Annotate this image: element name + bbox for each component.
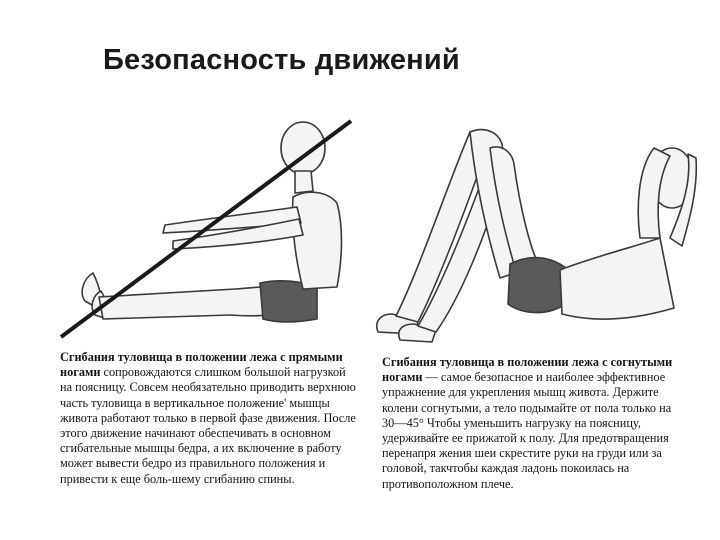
caption-bent-knees-body: — самое безопасное и наиболее эффективное упражнение для укрепления мышц живота. Держите колени согнутыми, а тело подымайте от пола только на 30—45° Чтобы уменьшить нагрузку на поясницу, удерживайте ее прижатой к полу. Для предотвращения перенапря жения шеи скрестите руки на груди или за головой, такчтобы каждая ладонь покоилась на противоположном плече. xyxy=(382,370,672,491)
straight-legs-situp-illustration xyxy=(55,115,360,345)
caption-bent-knees-heading: Сгибания туловища в положении лежа с согнутыми ногами xyxy=(382,355,673,385)
caption-straight-legs-body: сопровождаются слишком большой нагрузкой на поясницу. Совсем необязательно приводить верхнюю часть туловища в вертикальное положение' мышцы живота работают только в первой фазе движения. После этого движение начинают обеспечивать в основном сгибательные мышцы бедра, а их включение в работу может вывести бедро из правильного положения и привести к еще боль-шему сгибанию спины. xyxy=(60,365,356,486)
caption-bent-knees xyxy=(382,355,682,492)
bent-knees-crunch-illustration xyxy=(370,118,700,350)
neck xyxy=(295,171,313,193)
page-title: Безопасность движений xyxy=(103,44,460,76)
torso xyxy=(293,192,342,289)
caption-straight-legs-heading: Сгибания туловища в положении лежа с прямыми ногами xyxy=(60,350,343,380)
torso xyxy=(560,238,674,319)
caption-straight-legs xyxy=(60,350,360,487)
shorts xyxy=(508,258,566,313)
